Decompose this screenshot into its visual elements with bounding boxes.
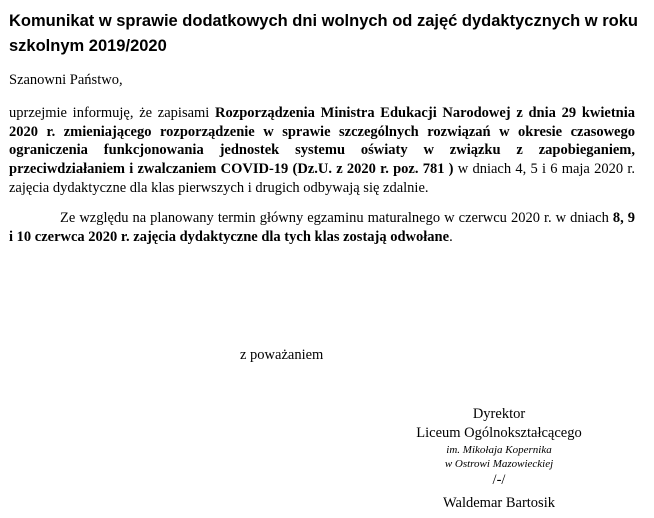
greeting: Szanowni Państwo, xyxy=(9,72,123,88)
document-page xyxy=(9,0,643,518)
signature-mark: /-/ xyxy=(492,472,506,488)
regulation-reference: Rozporządzenia Ministra Edukacji Narodowej z dnia 29 kwietnia 2020 r. zmieniającego rozporządzenie w sprawie szczególnych rozwiązań w okresie czasowego ograniczenia funkcjonowania jednostek systemu oświaty w związku z zapobieganiem, przeciwdziałaniem i zwalczaniem COVID-19 (Dz.U. z 2020 r. poz. 781 ) xyxy=(9,105,636,178)
signature-role: Dyrektor xyxy=(472,406,526,422)
paragraph-2-text-a: Ze względu na planowany termin główny egzaminu maturalnego w czerwcu 2020 r. w dniach xyxy=(60,210,613,226)
paragraph-1-text-c: w dniach 4, 5 i 6 maja 2020 r. zajęcia dydaktyczne dla klas pierwszych i drugich odbywają się zdalnie. xyxy=(9,161,635,196)
cancelled-dates: 8, 9 i 10 czerwca 2020 r. zajęcia dydaktyczne dla tych klas zostają odwołane xyxy=(9,210,635,245)
signature-name: Waldemar Bartosik xyxy=(443,495,555,511)
signature-location: w Ostrowi Mazowieckiej xyxy=(444,458,554,470)
document-title: Komunikat w sprawie dodatkowych dni wolnych od zajęć dydaktycznych w roku szkolnym 2019/2020 xyxy=(9,12,638,55)
signature-patron: im. Mikołaja Kopernika xyxy=(446,444,552,456)
paragraph-2-text-c: . xyxy=(449,228,453,245)
signature-block xyxy=(399,405,599,513)
paragraph-online-classes xyxy=(9,104,635,198)
paragraph-cancelled-classes xyxy=(9,209,635,246)
signature-school: Liceum Ogólnokształcącego xyxy=(416,425,582,441)
paragraph-1-text-a: uprzejmie informuję, że zapisami xyxy=(9,105,216,121)
closing-phrase: z poważaniem xyxy=(240,347,324,363)
